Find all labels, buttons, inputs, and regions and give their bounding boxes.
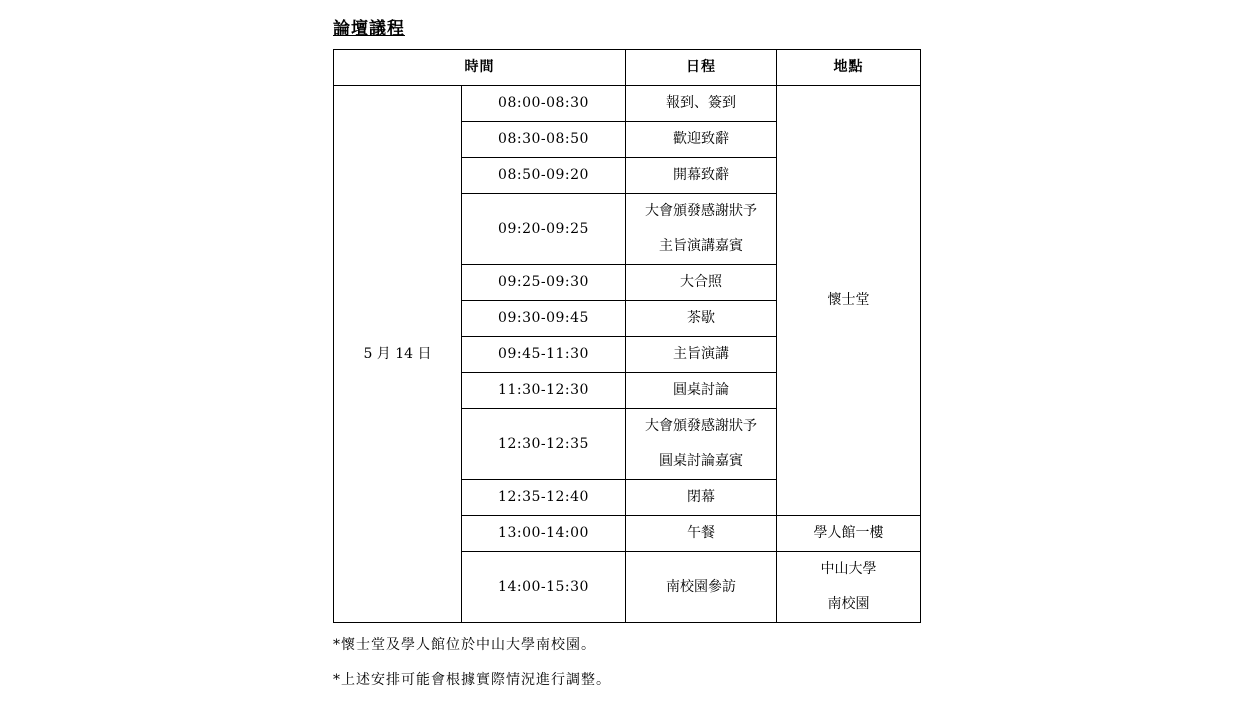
schedule-cell: 歡迎致辭 bbox=[626, 122, 777, 158]
agenda-table bbox=[333, 49, 921, 623]
time-cell: 08:30-08:50 bbox=[462, 122, 626, 158]
venue-lunch-cell: 學人館一樓 bbox=[777, 516, 921, 552]
schedule-line: 主旨演講嘉賓 bbox=[659, 238, 743, 255]
time-cell: 14:00-15:30 bbox=[462, 552, 626, 623]
schedule-cell: 圓桌討論 bbox=[626, 373, 777, 409]
page-title: 論壇議程 bbox=[333, 19, 405, 39]
schedule-cell: 茶歇 bbox=[626, 301, 777, 337]
schedule-line: 圓桌討論嘉賓 bbox=[659, 453, 743, 470]
table-header-row bbox=[334, 50, 921, 86]
venue-line: 南校園 bbox=[827, 596, 870, 613]
footnote: *懷士堂及學人館位於中山大學南校園。 bbox=[333, 637, 596, 653]
schedule-cell: 主旨演講 bbox=[626, 337, 777, 373]
time-cell: 12:30-12:35 bbox=[462, 409, 626, 480]
time-cell: 11:30-12:30 bbox=[462, 373, 626, 409]
schedule-line: 大會頒發感謝狀予 bbox=[645, 203, 757, 220]
time-cell: 09:25-09:30 bbox=[462, 265, 626, 301]
time-cell: 09:30-09:45 bbox=[462, 301, 626, 337]
time-cell: 12:35-12:40 bbox=[462, 480, 626, 516]
schedule-cell: 南校園參訪 bbox=[626, 552, 777, 623]
footnote: *上述安排可能會根據實際情況進行調整。 bbox=[333, 672, 611, 688]
header-schedule: 日程 bbox=[626, 50, 777, 86]
time-cell: 09:20-09:25 bbox=[462, 194, 626, 265]
schedule-cell: 閉幕 bbox=[626, 480, 777, 516]
time-cell: 13:00-14:00 bbox=[462, 516, 626, 552]
table-row bbox=[334, 86, 921, 122]
schedule-cell: 大合照 bbox=[626, 265, 777, 301]
time-cell: 08:50-09:20 bbox=[462, 158, 626, 194]
venue-main-cell: 懷士堂 bbox=[777, 86, 921, 516]
schedule-line: 大會頒發感謝狀予 bbox=[645, 418, 757, 435]
schedule-cell bbox=[626, 194, 777, 265]
schedule-cell: 開幕致辭 bbox=[626, 158, 777, 194]
venue-line: 中山大學 bbox=[820, 561, 877, 578]
time-cell: 09:45-11:30 bbox=[462, 337, 626, 373]
schedule-cell bbox=[626, 409, 777, 480]
time-cell: 08:00-08:30 bbox=[462, 86, 626, 122]
schedule-cell: 午餐 bbox=[626, 516, 777, 552]
venue-tour-cell bbox=[777, 552, 921, 623]
header-time: 時間 bbox=[334, 50, 626, 86]
date-cell: 5 月 14 日 bbox=[334, 86, 462, 623]
schedule-cell: 報到、簽到 bbox=[626, 86, 777, 122]
header-venue: 地點 bbox=[777, 50, 921, 86]
